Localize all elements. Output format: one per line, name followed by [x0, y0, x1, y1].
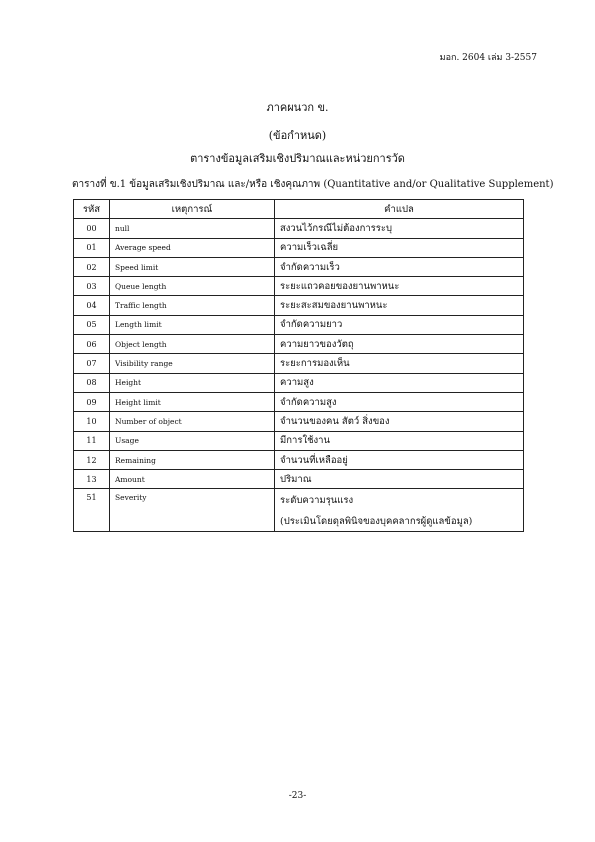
- row-event: Usage: [110, 431, 275, 450]
- row-translation-note: (ประเมินโดยดุลพินิจของบุคคลากรผู้ดูแลข้อมูล): [280, 516, 473, 528]
- page-number: -23-: [288, 791, 307, 801]
- header-code: รหัส: [74, 200, 110, 219]
- row-event: Length limit: [110, 315, 275, 334]
- table-row: [74, 219, 524, 238]
- row-code: 04: [74, 296, 110, 315]
- row-translation: จำนวนที่เหลืออยู่: [275, 450, 524, 469]
- table-row: [74, 431, 524, 450]
- row-translation: มีการใช้งาน: [275, 431, 524, 450]
- row-translation: ระยะสะสมของยานพาหนะ: [275, 296, 524, 315]
- row-event: Height limit: [110, 392, 275, 411]
- table-row: [74, 354, 524, 373]
- row-translation: จำกัดความยาว: [275, 315, 524, 334]
- row-code: 02: [74, 257, 110, 276]
- row-translation: จำนวนของคน สัตว์ สิ่งของ: [275, 412, 524, 431]
- row-code: 00: [74, 219, 110, 238]
- annex-subtitle: ตารางข้อมูลเสริมเชิงปริมาณและหน่วยการวัด: [190, 152, 405, 165]
- row-code: 08: [74, 373, 110, 392]
- header-translation: คำแปล: [275, 200, 524, 219]
- row-event: null: [110, 219, 275, 238]
- row-code: 51: [74, 489, 110, 532]
- table-row: [74, 489, 524, 532]
- table-row: [74, 412, 524, 431]
- row-translation: ความยาวของวัตถุ: [275, 335, 524, 354]
- table-row: [74, 450, 524, 469]
- row-event: Height: [110, 373, 275, 392]
- row-translation: ความสูง: [275, 373, 524, 392]
- row-translation: ระยะแถวคอยของยานพาหนะ: [275, 277, 524, 296]
- row-event: Severity: [110, 489, 275, 532]
- row-translation: จำกัดความเร็ว: [275, 257, 524, 276]
- table-row: [74, 315, 524, 334]
- table-header-row: [74, 200, 524, 219]
- row-translation: สงวนไว้กรณีไม่ต้องการระบุ: [275, 219, 524, 238]
- row-code: 07: [74, 354, 110, 373]
- row-event: Visibility range: [110, 354, 275, 373]
- row-code: 05: [74, 315, 110, 334]
- table-caption: ตารางที่ ข.1 ข้อมูลเสริมเชิงปริมาณ และ/หรือ เชิงคุณภาพ (Quantitative and/or Qualitative Supplement): [72, 179, 554, 190]
- table-row: [74, 238, 524, 257]
- row-event: Average speed: [110, 238, 275, 257]
- row-code: 12: [74, 450, 110, 469]
- row-event: Remaining: [110, 450, 275, 469]
- row-code: 09: [74, 392, 110, 411]
- row-event: Object length: [110, 335, 275, 354]
- row-code: 03: [74, 277, 110, 296]
- table-row: [74, 296, 524, 315]
- table-row: [74, 373, 524, 392]
- row-event: Queue length: [110, 277, 275, 296]
- row-translation: จำกัดความสูง: [275, 392, 524, 411]
- row-event: Number of object: [110, 412, 275, 431]
- supplement-table: [73, 199, 524, 532]
- row-translation: ระยะการมองเห็น: [275, 354, 524, 373]
- row-code: 01: [74, 238, 110, 257]
- row-code: 11: [74, 431, 110, 450]
- annex-normative-label: (ข้อกำหนด): [268, 129, 327, 142]
- row-code: 13: [74, 470, 110, 489]
- standard-code: มอก. 2604 เล่ม 3-2557: [439, 53, 537, 63]
- row-event: Speed limit: [110, 257, 275, 276]
- row-event: Traffic length: [110, 296, 275, 315]
- table-row: [74, 392, 524, 411]
- row-translation: ปริมาณ: [275, 470, 524, 489]
- row-translation: ระดับความรุนแรง: [280, 495, 354, 507]
- row-translation: ความเร็วเฉลี่ย: [275, 238, 524, 257]
- table-row: [74, 277, 524, 296]
- row-code: 10: [74, 412, 110, 431]
- row-event: Amount: [110, 470, 275, 489]
- table-row: [74, 257, 524, 276]
- table-row: [74, 335, 524, 354]
- annex-title: ภาคผนวก ข.: [266, 101, 329, 114]
- header-event: เหตุการณ์: [110, 200, 275, 219]
- row-translation-cell: [275, 489, 524, 532]
- table-row: [74, 470, 524, 489]
- row-code: 06: [74, 335, 110, 354]
